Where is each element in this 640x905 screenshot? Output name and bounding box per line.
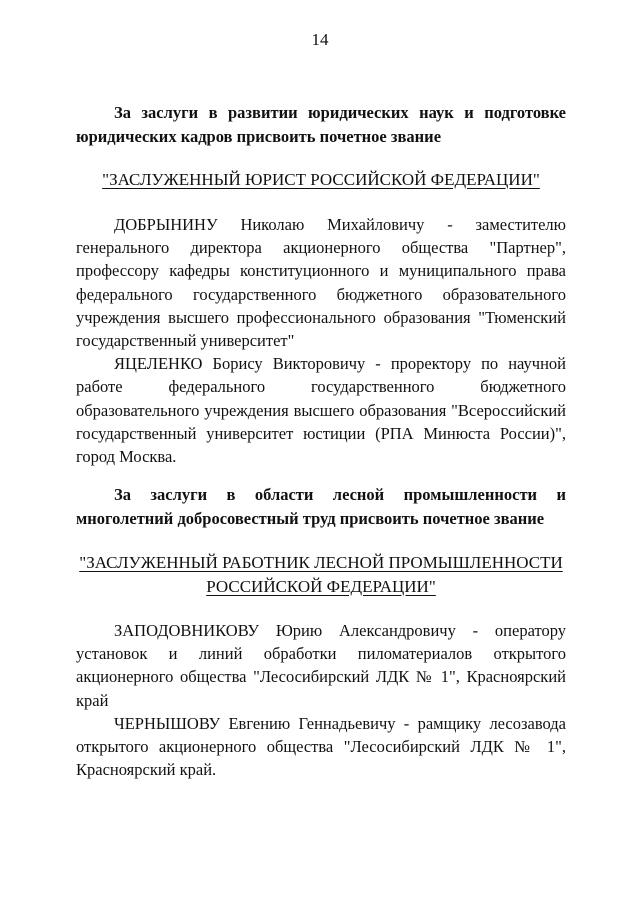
awardee-text: ДОБРЫНИНУ Николаю Михайловичу - заместителю генерального директора акционерного общества "Партнер", профессору кафедры конституционного и муниципального права федерального государственного бюджетного образовательного учреждения высшего профессионального образования "Тюменский государственный университет" (76, 215, 566, 351)
awardee-paragraph (76, 213, 566, 352)
section-2-intro (76, 483, 566, 531)
section-1-intro-text: За заслуги в развитии юридических наук и подготовке юридических кадров присвоить почетное звание (76, 103, 566, 146)
awardee-paragraph (76, 712, 566, 782)
section-2-award-title-line-1: "ЗАСЛУЖЕННЫЙ РАБОТНИК ЛЕСНОЙ ПРОМЫШЛЕННОСТИ (79, 553, 563, 572)
section-2-awardee-list (76, 619, 566, 781)
section-2-award-title-line-2: РОССИЙСКОЙ ФЕДЕРАЦИИ" (206, 577, 436, 596)
awardee-text: ЗАПОДОВНИКОВУ Юрию Александровичу - оператору установок и линий обработки пиломатериалов открытого акционерного общества "Лесосибирский ЛДК № 1", Красноярский край (76, 621, 566, 710)
awardee-paragraph (76, 352, 566, 468)
section-1-intro (76, 101, 566, 149)
page-number: 14 (311, 30, 329, 49)
section-2-award-title (76, 551, 566, 599)
awardee-text: ЧЕРНЫШОВУ Евгению Геннадьевичу - рамщику лесозавода открытого акционерного общества "Лесосибирский ЛДК № 1", Красноярский край. (76, 713, 566, 780)
section-2-intro-text: За заслуги в области лесной промышленности и многолетний добросовестный труд присвоить почетное звание (76, 485, 566, 528)
awardee-text: ЯЦЕЛЕНКО Борису Викторовичу - проректору по научной работе федерального государственного бюджетного образовательного учреждения высшего образования "Всероссийский государственный университет юстиции (РПА Минюста России)", город Москва. (76, 354, 566, 467)
awardee-paragraph (76, 619, 566, 712)
section-1-awardee-list (76, 213, 566, 468)
section-1-award-title: "ЗАСЛУЖЕННЫЙ ЮРИСТ РОССИЙСКОЙ ФЕДЕРАЦИИ" (102, 170, 540, 189)
